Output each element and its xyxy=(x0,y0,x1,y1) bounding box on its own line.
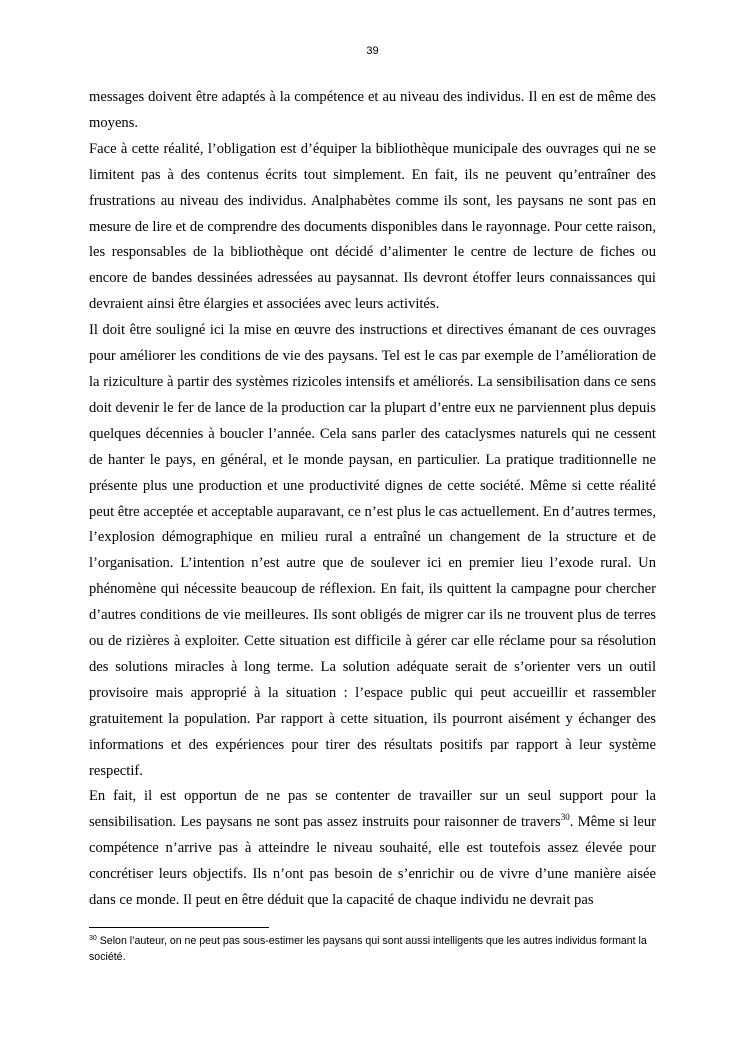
body-text xyxy=(89,85,656,914)
footnote-number: 30 xyxy=(89,935,97,942)
footnote xyxy=(89,933,656,965)
footnote-text: Selon l’auteur, on ne peut pas sous-estimer les paysans qui sont aussi intelligents que les autres individus formant la société. xyxy=(89,935,647,963)
paragraph-text: En fait, il est opportun de ne pas se contenter de travailler sur un seul support pour la sensibilisation. Les paysans ne sont pas assez instruits pour raisonner de travers xyxy=(89,788,656,831)
paragraph: messages doivent être adaptés à la compétence et au niveau des individus. Il en est de même des moyens. xyxy=(89,89,656,131)
page-number: 39 xyxy=(366,45,379,57)
paragraph: Il doit être souligné ici la mise en œuvre des instructions et directives émanant de ces ouvrages pour améliorer les conditions de vie des paysans. Tel est le cas par exemple de l’amélioration de la riziculture à partir des systèmes rizicoles intensifs et améliorés. La sensibilisation dans ce sens doit devenir le fer de lance de la production car la plupart d’entre eux ne parviennent plus depuis quelques décennies à boucler l’année. Cela sans parler des cataclysmes naturels qui ne cessent de hanter le pays, en général, et le monde paysan, en particulier. La pratique traditionnelle ne présente plus une production et une productivité dignes de cette société. Même si cette réalité peut être acceptée et acceptable auparavant, ce n’est plus le cas actuellement. En d’autres termes, l’explosion démographique en milieu rural a entraîné un changement de la structure et de l’organisation. L’intention n’est autre que de soulever ici en premier lieu l’exode rural. Un phénomène qui nécessite beaucoup de réflexion. En fait, ils quittent la campagne pour chercher d’autres conditions de vie meilleures. Ils sont obligés de migrer car ils ne trouvent plus de terres ou de rizières à exploiter. Cette situation est difficile à gérer car elle réclame pour sa résolution des solutions miracles à long terme. La solution adéquate serait de s’orienter vers un outil provisoire mais approprié à la situation : l’espace public qui peut accueillir et rassembler gratuitement la population. Par rapport à cette situation, ils pourront aisément y échanger des informations et des expériences pour tirer des résultats positifs par rapport à leur système respectif. xyxy=(89,322,656,779)
paragraph: Face à cette réalité, l’obligation est d’équiper la bibliothèque municipale des ouvrages qui ne se limitent pas à des contenus écrits tout simplement. En fait, ils ne peuvent qu’entraîner des frustrations au niveau des individus. Analphabètes comme ils sont, les paysans ne sont pas en mesure de lire et de comprendre des documents disponibles dans le rayonnage. Pour cette raison, les responsables de la bibliothèque ont décidé d’alimenter le centre de lecture de fiches ou encore de bandes dessinées adressées au paysannat. Ils devront étoffer leurs connaissances qui devraient ainsi être élargies et associées avec leurs activités. xyxy=(89,140,656,313)
footnote-reference[interactable]: 30 xyxy=(560,812,570,823)
paragraph-text: . Même si leur compétence n’arrive pas à atteindre le niveau souhaité, elle est toutefois assez élevée pour concrétiser leurs objectifs. Ils n’ont pas besoin de s’enrichir ou de vivre d’une manière aisée dans ce monde. Il peut en être déduit que la capacité de chaque individu ne devrait pas xyxy=(89,814,656,909)
paragraph xyxy=(89,784,656,914)
footnote-separator xyxy=(89,927,269,928)
